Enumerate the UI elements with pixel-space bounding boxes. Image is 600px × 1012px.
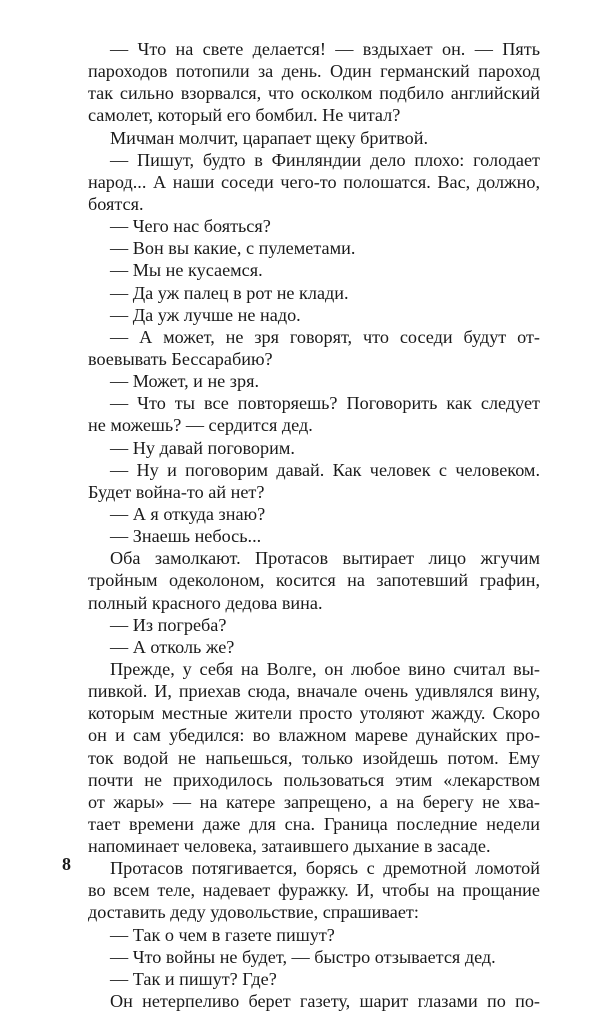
text-line: народ... А наши соседи чего-то полошатся. Вас, должно,: [88, 171, 540, 192]
text-line: — Ну и поговорим давай. Как человек с человеком.: [110, 459, 540, 480]
text-line: самолет, который его бомбил. Не читал?: [88, 105, 401, 126]
text-line: — Так и пишут? Где?: [110, 968, 277, 989]
text-line: Протасов потягивается, борясь с дремотной ломотой: [110, 858, 540, 879]
text-line: — Мы не кусаемся.: [110, 260, 263, 281]
text-line: — Что войны не будет, — быстро отзывается дед.: [110, 946, 496, 967]
text-line: пивкой. И, приехав сюда, вначале очень удивлялся вину,: [88, 681, 540, 702]
text-line: Оба замолкают. Протасов вытирает лицо жгучим: [110, 548, 540, 569]
text-line: он и сам убедился: во влажном мареве дунайских про-: [88, 725, 540, 746]
text-line: — Пишут, будто в Финляндии дело плохо: голодает: [110, 149, 540, 170]
text-line: — Может, и не зря.: [110, 371, 259, 392]
text-line: Будет война-то ай нет?: [88, 481, 265, 502]
text-line: — Что на свете делается! — вздыхает он. — Пять: [110, 39, 540, 59]
text-line: так сильно взорвался, что осколком подбило английский: [88, 83, 540, 104]
text-line: Он нетерпеливо берет газету, шарит глазами по по-: [110, 991, 540, 1012]
text-line: ток водой не напьешься, только изойдешь потом. Ему: [88, 747, 540, 768]
text-line: — Что ты все повторяешь? Поговорить как следует: [110, 393, 540, 414]
text-line: Прежде, у себя на Волге, он любое вино считал вы-: [110, 658, 540, 679]
body-text: [88, 38, 540, 1012]
text-line: — Вон вы какие, с пулеметами.: [110, 238, 356, 259]
text-line: — Из погреба?: [110, 614, 227, 635]
text-line: Мичман молчит, царапает щеку бритвой.: [110, 127, 429, 148]
text-line: — Знаешь небось...: [110, 526, 262, 547]
text-line: — Да уж палец в рот не клади.: [110, 282, 349, 303]
text-line: полный красного дедова вина.: [88, 592, 323, 613]
text-line: воевывать Бессарабию?: [88, 348, 273, 369]
page-number: 8: [62, 854, 71, 874]
text-line: — А может, не зря говорят, что соседи будут от-: [110, 326, 540, 347]
text-line: доставить деду удовольствие, спрашивает:: [88, 902, 419, 923]
text-line: — А я откуда знаю?: [110, 503, 266, 524]
text-line: от жары» — на катере запрещено, а на берегу не хва-: [88, 791, 540, 812]
text-line: — Так о чем в газете пишут?: [110, 924, 335, 945]
text-line: не можешь? — сердится дед.: [88, 415, 313, 436]
text-line: боятся.: [88, 193, 144, 214]
text-line: почти не приходилось пользоваться этим «лекарством: [88, 769, 540, 790]
text-line: напоминает человека, затаившего дыхание в засаде.: [88, 836, 491, 857]
text-line: — Чего нас бояться?: [110, 216, 271, 237]
text-line: пароходов потопили за день. Один германский пароход: [88, 61, 540, 82]
text-line: тройным одеколоном, косится на запотевший графин,: [88, 570, 540, 591]
text-line: — А отколь же?: [110, 636, 235, 657]
text-line: — Ну давай поговорим.: [110, 437, 295, 458]
text-line: которым местные жители просто утоляют жажду. Скоро: [88, 703, 540, 724]
text-line: тает времени даже для сна. Граница последние недели: [88, 813, 540, 834]
text-line: — Да уж лучше не надо.: [110, 304, 301, 325]
text-line: во всем теле, надевает фуражку. И, чтобы на прощание: [88, 880, 540, 901]
